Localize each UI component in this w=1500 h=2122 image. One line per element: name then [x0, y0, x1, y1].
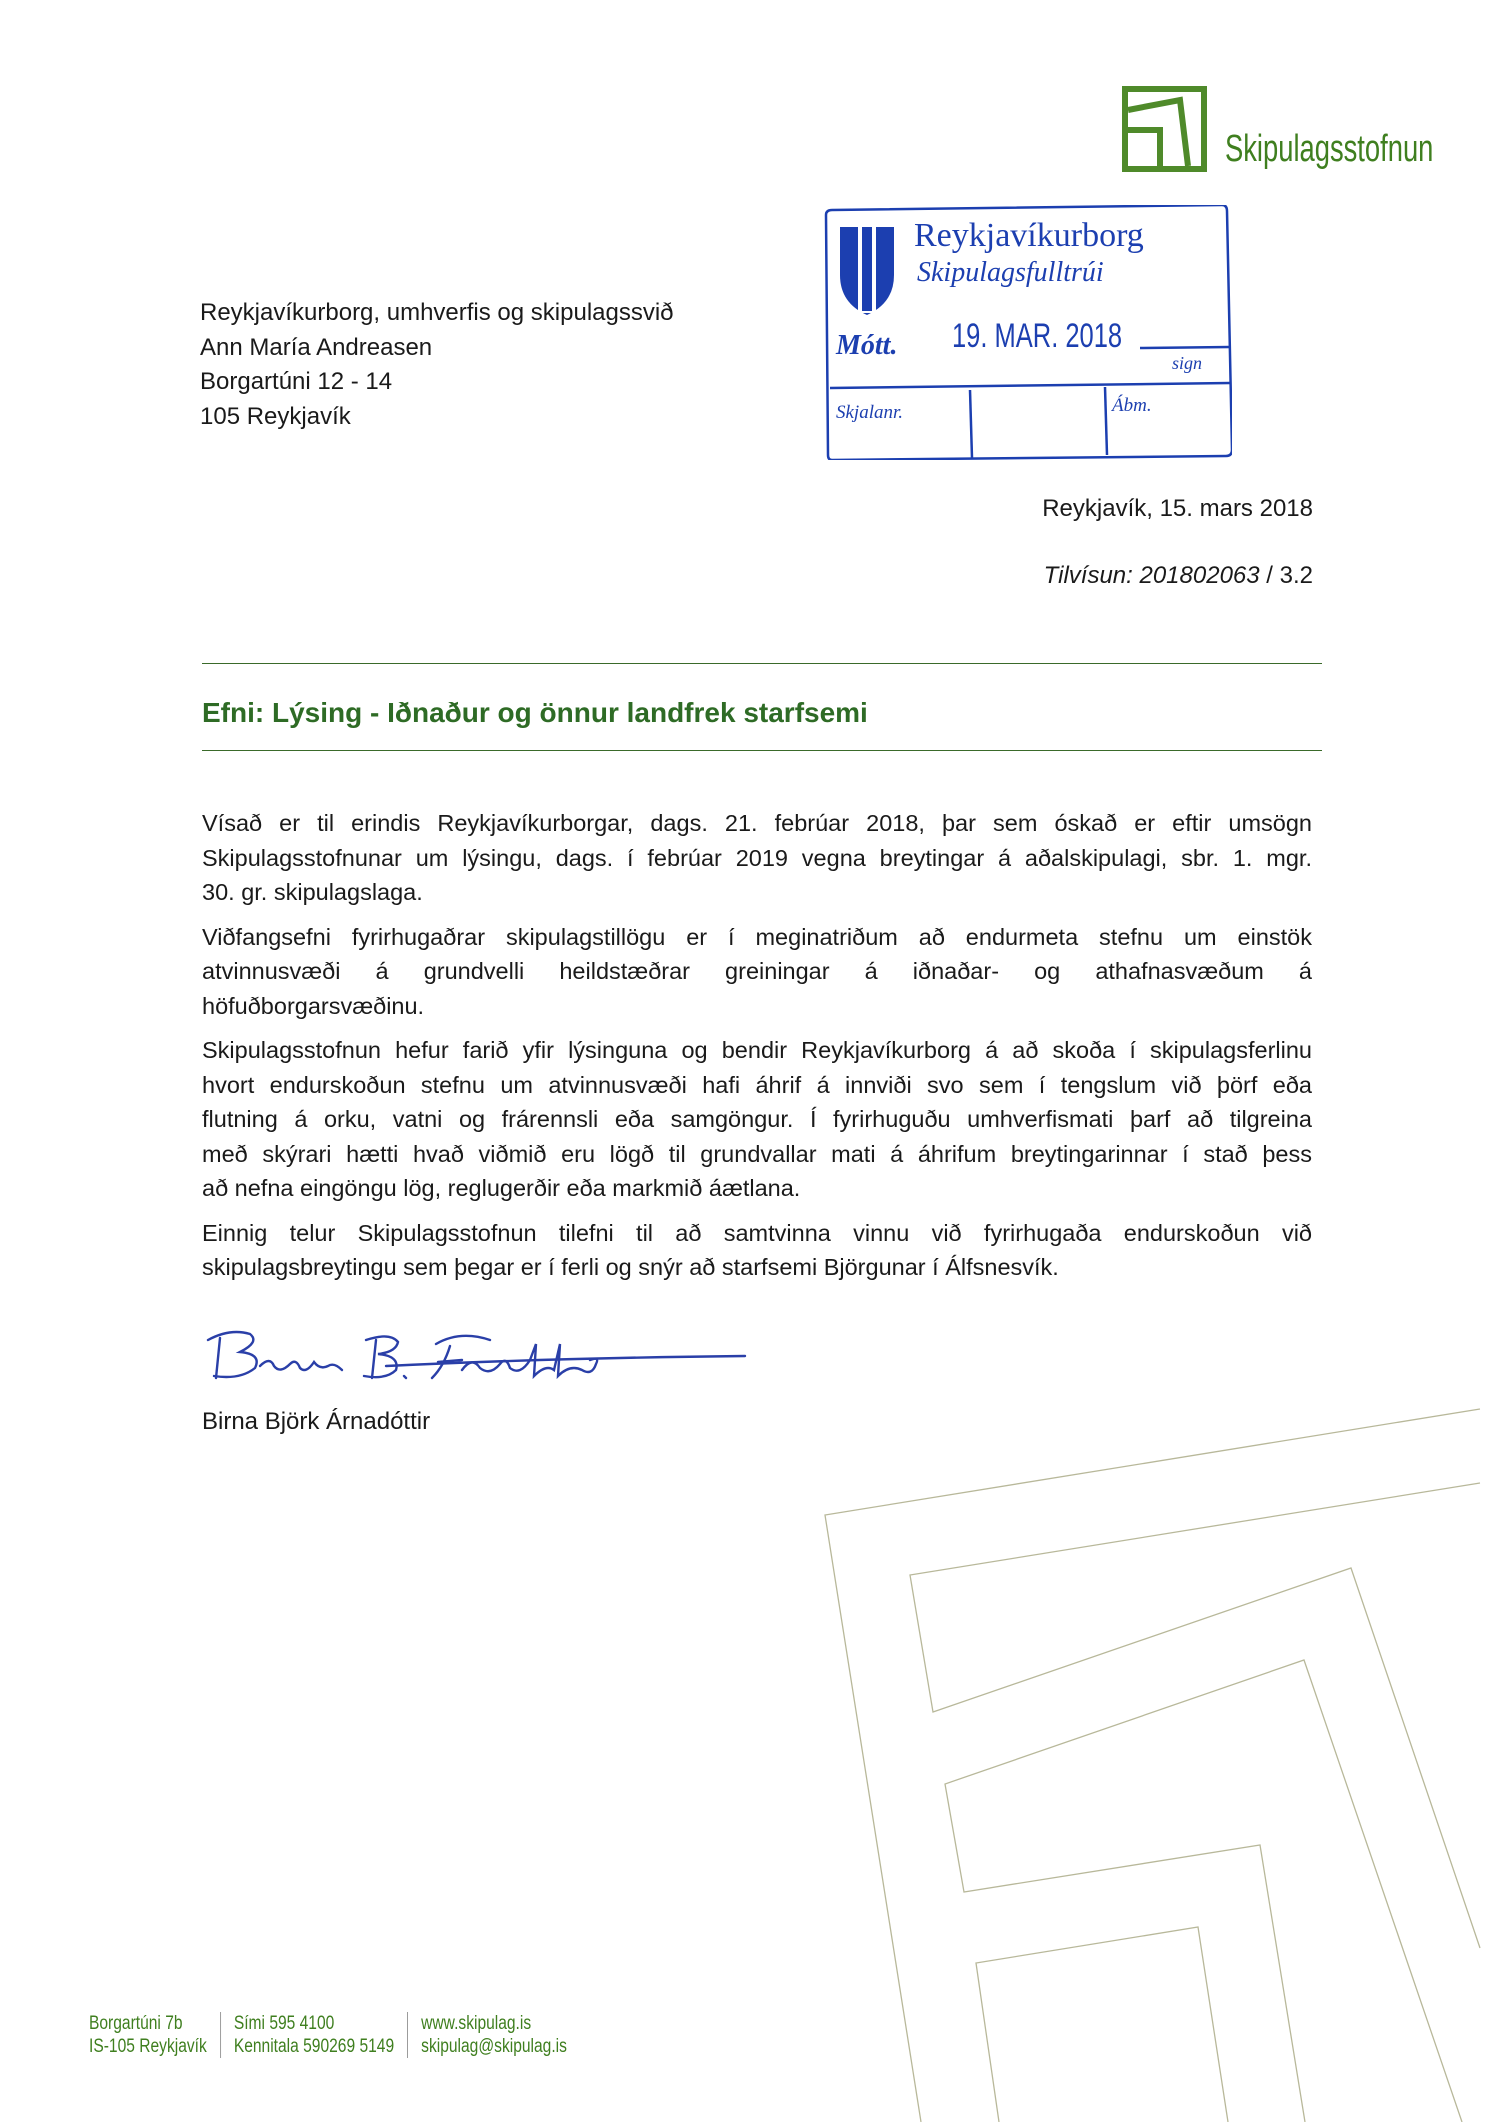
text-line: atvinnusvæði á grundvelli heildstæðrar greiningar á iðnaðar- og athafnasvæðum á — [202, 958, 1312, 984]
deco-line-3 — [945, 1660, 1462, 2122]
deco-line-4 — [976, 1927, 1228, 2122]
received-stamp — [822, 205, 1232, 460]
stamp-dept: Skipulagsfulltrúi — [917, 257, 1104, 288]
footer-address-line: Borgartúni 7b — [89, 2013, 183, 2034]
text-line: höfuðborgarsvæðinu. — [202, 992, 425, 1019]
recipient-address — [200, 296, 674, 434]
stamp-org: Reykjavíkurborg — [914, 217, 1144, 254]
coat-of-arms-icon — [840, 227, 894, 315]
text-line: hvort endurskoðun stefnu um atvinnusvæði hafi áhrif á innviði svo sem í tengslum við þörf eða — [202, 1071, 1312, 1098]
handwritten-signature — [200, 1320, 760, 1400]
text-line: Vísað er til erindis Reykjavíkurborgar, dags. 21. febrúar 2018, þar sem óskað er eftir umsögn — [202, 810, 1312, 836]
deco-line-1 — [825, 1409, 1480, 2122]
stamp-received-date: 19. MAR. 2018 — [952, 317, 1123, 355]
text-line: með skýrari hætti hvað viðmið eru lögð til grundvallar mati á áhrifum breytingarinnar í stað þess — [202, 1140, 1312, 1167]
reference-number — [1044, 562, 1313, 590]
text-line: Skipulagsstofnun hefur farið yfir lýsinguna og bendir Reykjavíkurborg á að skoða í skipulagsferlinu — [202, 1037, 1312, 1063]
divider-bottom — [202, 750, 1322, 751]
reference-suffix: / 3.2 — [1259, 562, 1313, 589]
text-line: Skipulagsstofnunar um lýsingu, dags. í febrúar 2019 vegna breytingar á aðalskipulagi, sbr. 1. mgr. — [202, 844, 1312, 871]
footer-email-link[interactable]: skipulag@skipulag.is — [421, 2036, 567, 2057]
deco-line-2 — [910, 1483, 1480, 1948]
letterhead-org-name: Skipulagsstofnun — [1225, 128, 1434, 170]
paragraph — [202, 1033, 1312, 1206]
reference-label: Tilvísun: 201802063 — [1043, 562, 1260, 589]
footer-id-number: Kennitala 590269 5149 — [233, 2036, 395, 2057]
recipient-line: 105 Reykjavík — [200, 402, 351, 430]
divider-top — [202, 663, 1322, 664]
stamp-docnr-label: Skjalanr. — [836, 402, 904, 423]
text-line: skipulagsbreytingu sem þegar er í ferli og snýr að starfsemi Björgunar í Álfsnesvík. — [202, 1254, 1059, 1280]
stamp-sign-label: sign — [1172, 353, 1203, 373]
stamp-received-label: Mótt. — [836, 330, 898, 361]
skipulagsstofnun-logo-icon — [1122, 86, 1207, 172]
letter-date: Reykjavík, 15. mars 2018 — [1042, 495, 1313, 522]
paragraph — [202, 1216, 1312, 1285]
footer — [89, 2012, 580, 2058]
recipient-line: Ann María Andreasen — [200, 333, 433, 361]
footer-address — [89, 2012, 220, 2058]
stamp-responsible-label: Ábm. — [1112, 395, 1152, 416]
footer-website-link[interactable]: www.skipulag.is — [421, 2013, 532, 2034]
text-line: 30. gr. skipulagslaga. — [202, 879, 423, 905]
text-line: Einnig telur Skipulagsstofnun tilefni til að samtvinna vinnu við fyrirhugaða endurskoðun við — [202, 1219, 1312, 1246]
recipient-line: Borgartúni 12 - 14 — [200, 368, 393, 395]
footer-web — [407, 2012, 580, 2058]
paragraph — [202, 920, 1312, 1024]
subject-heading: Efni: Lýsing - Iðnaður og önnur landfrek starfsemi — [202, 697, 868, 728]
footer-phone: Sími 595 4100 — [233, 2013, 335, 2034]
footer-contact — [220, 2012, 407, 2058]
signer-name: Birna Björk Árnadóttir — [202, 1408, 431, 1435]
recipient-line: Reykjavíkurborg, umhverfis og skipulagssvið — [200, 299, 674, 326]
letter-body — [202, 806, 1312, 1295]
text-line: Viðfangsefni fyrirhugaðrar skipulagstillögu er í meginatriðum að endurmeta stefnu um einstök — [202, 923, 1312, 950]
text-line: flutning á orku, vatni og frárennsli eða samgöngur. Í fyrirhuguðu umhverfismati þarf að tilgreina — [202, 1106, 1312, 1132]
paragraph — [202, 806, 1312, 910]
text-line: að nefna eingöngu lög, reglugerðir eða markmið áætlana. — [202, 1175, 801, 1201]
footer-address-line: IS-105 Reykjavík — [89, 2036, 207, 2057]
